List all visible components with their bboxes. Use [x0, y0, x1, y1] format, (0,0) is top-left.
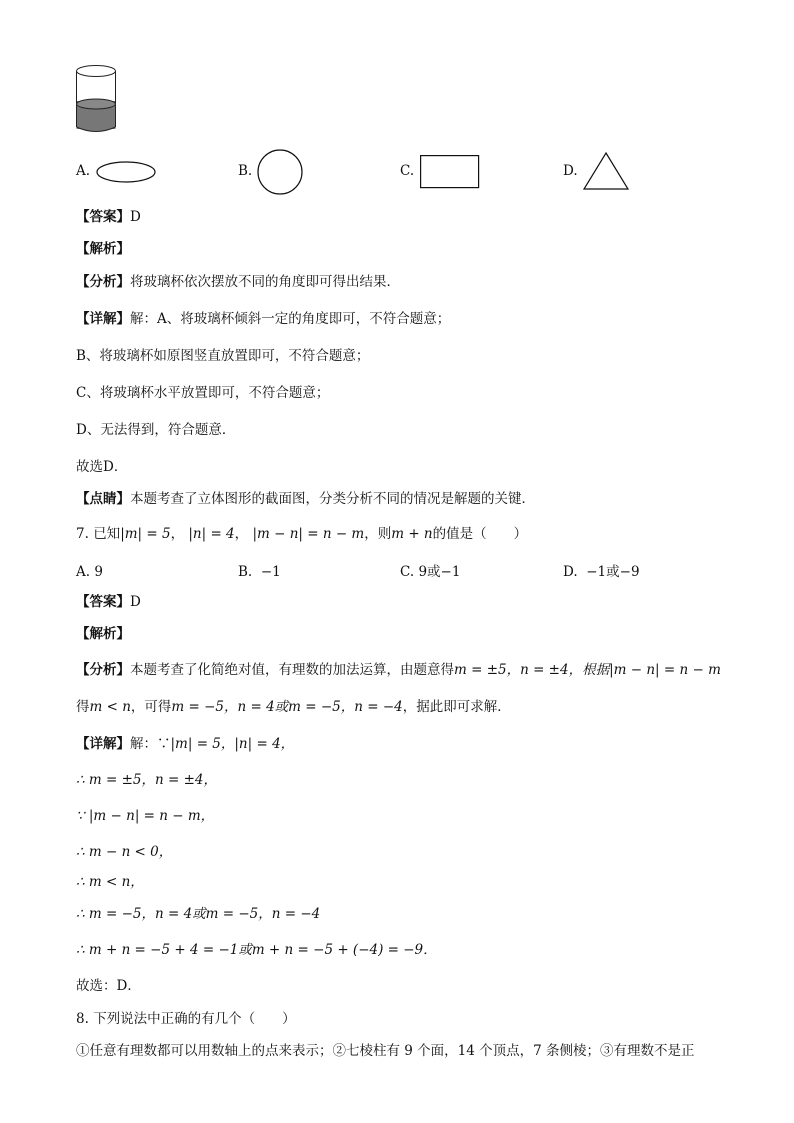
prev-analysis-tag: 【解析】 — [76, 241, 130, 257]
option-b-label: B. — [238, 163, 253, 179]
option-a-ellipse — [96, 161, 156, 183]
q7-stem: 7. 已知|m| = 5， |n| = 4， |m − n| = n − m，则m + n的值是（ ） — [76, 526, 528, 542]
q7-step-5: ∴ m = −5，n = 4或m = −5，n = −4 — [76, 906, 321, 922]
prev-conclusion: 故选D． — [76, 459, 128, 475]
q7-option-b: B. −1 — [238, 564, 281, 580]
prev-answer: 【答案】D — [76, 209, 141, 225]
option-d-label: D. — [563, 163, 578, 179]
q7-step-2: ∵ |m − n| = n − m， — [76, 808, 215, 824]
prev-fenxi: 【分析】将玻璃杯依次摆放不同的角度即可得出结果． — [76, 274, 400, 290]
prev-xiangjie-2: B、将玻璃杯如原图竖直放置即可，不符合题意； — [76, 348, 370, 364]
q7-step-3: ∴ m − n < 0， — [76, 844, 173, 860]
q7-option-a: A. 9 — [76, 564, 103, 580]
q7-step-1: ∴ m = ±5，n = ±4， — [76, 772, 217, 788]
q7-step-4: ∴ m < n， — [76, 874, 144, 890]
q7-xiangjie-line-1: 【详解】解：∵|m| = 5，|n| = 4， — [76, 736, 295, 752]
q7-option-d: D. −1或−9 — [563, 564, 640, 580]
q7-fenxi-line-2: 得m < n，可得m = −5，n = 4或m = −5，n = −4，据此即可求解． — [76, 699, 511, 715]
q7-conclusion: 故选：D． — [76, 978, 141, 994]
option-c-rectangle — [420, 155, 480, 189]
prev-dianjing: 【点睛】本题考查了立体图形的截面图，分类分析不同的情况是解题的关键． — [76, 491, 535, 507]
q7-answer: 【答案】D — [76, 594, 141, 610]
glass-cylinder-figure — [76, 64, 116, 134]
prev-xiangjie-4: D、无法得到，符合题意． — [76, 422, 236, 438]
q7-step-6: ∴ m + n = −5 + 4 = −1或m + n = −5 + (−4) = −9． — [76, 942, 437, 958]
option-c-label: C. — [400, 163, 415, 179]
q8-stem: 8. 下列说法中正确的有几个（ ） — [76, 1011, 296, 1027]
prev-xiangjie-1: 【详解】解：A、将玻璃杯倾斜一定的角度即可，不符合题意； — [76, 311, 451, 327]
q8-statements: ①任意有理数都可以用数轴上的点来表示；②七棱柱有 9 个面，14 个顶点，7 条侧棱；③有理数不是正 — [76, 1043, 695, 1059]
q7-fenxi-line-1: 【分析】本题考查了化简绝对值，有理数的加法运算，由题意得m = ±5，n = ±4，根据|m − n| = n − m — [76, 662, 721, 678]
q7-option-c: C. 9或−1 — [400, 564, 461, 580]
option-a-label: A. — [76, 163, 91, 179]
prev-xiangjie-3: C、将玻璃杯水平放置即可，不符合题意； — [76, 385, 330, 401]
option-d-triangle — [583, 152, 629, 190]
option-b-circle — [257, 149, 303, 195]
q7-analysis-tag: 【解析】 — [76, 626, 130, 642]
